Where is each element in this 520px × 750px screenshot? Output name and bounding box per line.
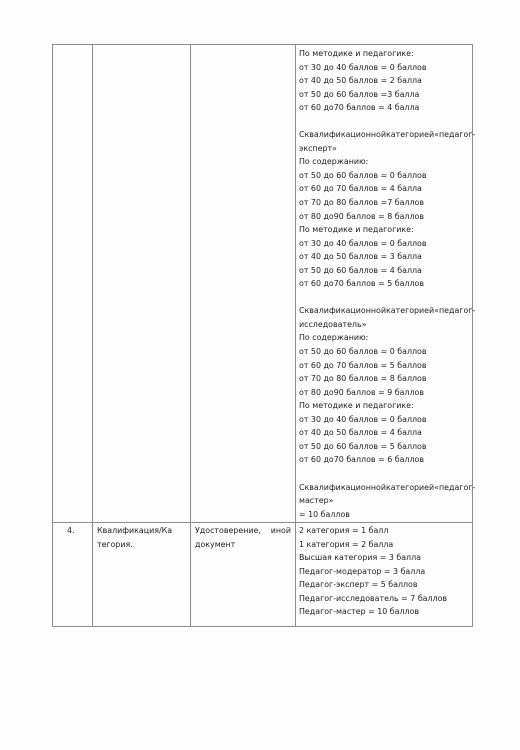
score-line: Педагог-эксперт = 5 баллов <box>299 580 418 590</box>
score-line: от 50 до 60 баллов = 4 балла <box>299 265 422 275</box>
score-line: Высшая категория = 3 балла <box>299 553 421 563</box>
document-cell <box>191 45 296 522</box>
score-line: от 40 до 50 баллов = 3 балла <box>299 252 422 262</box>
score-line: 2 категория = 1 балл <box>299 526 389 536</box>
score-line: от 40 до 50 баллов = 4 балла <box>299 428 422 438</box>
criterion-cell <box>93 45 191 522</box>
blank-line <box>299 467 469 481</box>
score-line: от 60 до 70 баллов = 5 баллов <box>299 360 427 370</box>
scores-cell <box>296 45 476 522</box>
score-line: Педагог-мастер = 10 баллов <box>299 607 420 617</box>
table-row-scores-continued <box>52 45 476 523</box>
score-line: Педагог-исследователь = 7 баллов <box>299 593 448 603</box>
score-line: от 70 до 80 баллов = 8 баллов <box>299 374 427 384</box>
score-line: от 70 до 80 баллов =7 баллов <box>299 198 425 208</box>
criterion-cell <box>93 523 191 626</box>
criterion-text: тегория. <box>97 539 133 549</box>
scores-cell <box>296 523 472 626</box>
score-line: от 80 до90 баллов = 9 баллов <box>299 387 425 397</box>
score-line: от 40 до 50 баллов = 2 балла <box>299 76 422 86</box>
score-line: от 30 до 40 баллов = 0 баллов <box>299 238 427 248</box>
document-text <box>195 524 291 538</box>
table-row-qualification <box>52 523 473 627</box>
blank-line <box>299 115 469 129</box>
score-line: По содержанию: <box>299 157 369 167</box>
score-line: По методике и педагогике: <box>299 225 414 235</box>
score-line: от 60 до70 баллов = 6 баллов <box>299 455 425 465</box>
category-heading-researcher: С квалификационной категорией «педагог- <box>299 306 476 316</box>
document-cell <box>191 523 296 626</box>
score-line: от 50 до 60 баллов = 0 баллов <box>299 347 427 357</box>
score-line: мастер» <box>299 496 334 506</box>
row-number: 4. <box>67 526 75 536</box>
number-cell <box>53 45 93 522</box>
score-line: от 30 до 40 баллов = 0 баллов <box>299 414 427 424</box>
score-line: = 10 баллов <box>299 509 350 519</box>
criteria-table <box>52 44 476 627</box>
score-line: По содержанию: <box>299 333 369 343</box>
score-line: от 80 до90 баллов = 8 баллов <box>299 211 425 221</box>
score-line: от 50 до 60 баллов = 5 баллов <box>299 441 427 451</box>
score-line: 1 категория = 2 балла <box>299 539 394 549</box>
score-line: от 30 до 40 баллов = 0 баллов <box>299 62 427 72</box>
score-line: от 50 до 60 баллов = 0 баллов <box>299 170 427 180</box>
score-line: эксперт» <box>299 143 337 153</box>
document-text: документ <box>195 539 236 549</box>
score-line: от 50 до 60 баллов =3 балла <box>299 89 420 99</box>
score-line: от 60 до 70 баллов = 4 балла <box>299 184 422 194</box>
score-line: Педагог-модератор = 3 балла <box>299 566 426 576</box>
document-word: Удостоверение, <box>195 526 261 536</box>
blank-line <box>299 291 469 305</box>
document-word: иной <box>270 526 291 536</box>
category-heading-expert: С квалификационной категорией «педагог- <box>299 130 476 140</box>
score-line: исследователь» <box>299 319 367 329</box>
category-heading-master: С квалификационной категорией «педагог- <box>299 482 476 492</box>
criterion-text: Квалификация/Ка <box>97 526 173 536</box>
score-line: от 60 до70 баллов = 5 баллов <box>299 279 425 289</box>
number-cell <box>53 523 93 626</box>
score-line: По методике и педагогике: <box>299 401 414 411</box>
score-line: По методике и педагогике: <box>299 49 414 58</box>
score-line: от 60 до70 баллов = 4 балла <box>299 103 420 113</box>
